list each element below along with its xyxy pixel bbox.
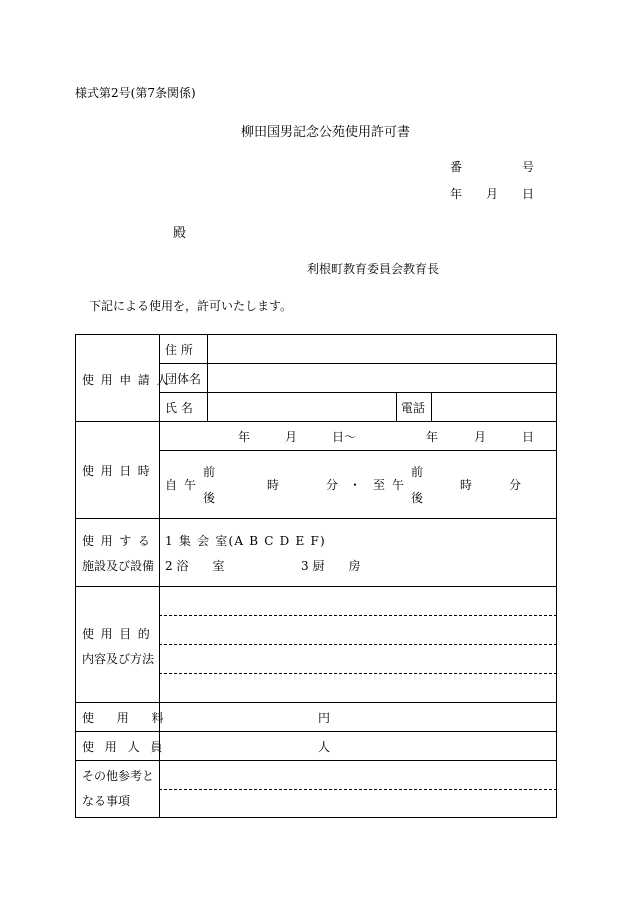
people-unit: 人 (318, 740, 331, 754)
name-label: 氏 名 (165, 401, 193, 415)
addressee-suffix: 殿 (173, 226, 187, 241)
facility-option-kitchen: 3 厨 房 (301, 559, 361, 573)
form-number: 様式第2号(第7条関係) (75, 86, 196, 100)
phone-field[interactable] (434, 395, 554, 419)
start-day-tilde: 日～ (332, 430, 357, 444)
people-label: 使用人員 (82, 740, 174, 754)
purpose-field[interactable] (162, 589, 554, 699)
facility-label-2: 施設及び設備 (82, 559, 155, 573)
date-day: 日 (522, 187, 535, 201)
from-ampm-bottom: 後 (203, 491, 216, 505)
facility-option-bath: 2 浴 室 (165, 559, 225, 573)
number-char-1: 番 (450, 160, 463, 174)
from-minute: 分 (326, 478, 339, 492)
range-dot: ・ (349, 478, 362, 492)
fee-unit: 円 (318, 711, 331, 725)
number-char-2: 号 (522, 160, 535, 174)
to-label: 至 (373, 478, 386, 492)
group-label: 団体名 (165, 372, 202, 386)
from-hour: 時 (267, 478, 280, 492)
purpose-label-2: 内容及び方法 (82, 652, 155, 666)
to-hour: 時 (460, 478, 473, 492)
issuer: 利根町教育委員会教育長 (307, 262, 440, 276)
from-ampm-mid: 午 (184, 478, 197, 492)
date-month: 月 (486, 187, 499, 201)
facility-label-1: 使用する (82, 534, 157, 548)
end-day: 日 (522, 430, 535, 444)
start-month: 月 (285, 430, 298, 444)
from-label: 自 (165, 478, 178, 492)
document-title: 柳田国男記念公苑使用許可書 (241, 125, 411, 140)
date-year: 年 (450, 187, 463, 201)
to-ampm-bottom: 後 (411, 491, 424, 505)
start-year: 年 (238, 430, 251, 444)
to-ampm-top: 前 (411, 465, 424, 479)
end-month: 月 (474, 430, 487, 444)
body-text: 下記による使用を，許可いたします。 (89, 299, 293, 313)
other-label-2: なる事項 (82, 794, 131, 808)
phone-label: 電話 (401, 401, 426, 415)
group-name-field[interactable] (210, 366, 554, 390)
address-label: 住 所 (165, 343, 193, 357)
to-minute: 分 (509, 478, 522, 492)
applicant-name-field[interactable] (210, 395, 394, 419)
from-ampm-top: 前 (203, 465, 216, 479)
other-notes-field[interactable] (162, 763, 554, 815)
end-year: 年 (426, 430, 439, 444)
facility-option-meeting-room: 1 集 会 室(A B C D E F) (165, 534, 326, 548)
fee-label: 使用料 (82, 711, 187, 725)
other-label-1: その他参考と (82, 769, 155, 783)
applicant-label: 使用申請人 (82, 373, 176, 387)
to-ampm-mid: 午 (392, 478, 405, 492)
date-label: 使用日時 (82, 464, 157, 478)
address-field[interactable] (210, 337, 554, 361)
purpose-label-1: 使用目的 (82, 627, 157, 641)
